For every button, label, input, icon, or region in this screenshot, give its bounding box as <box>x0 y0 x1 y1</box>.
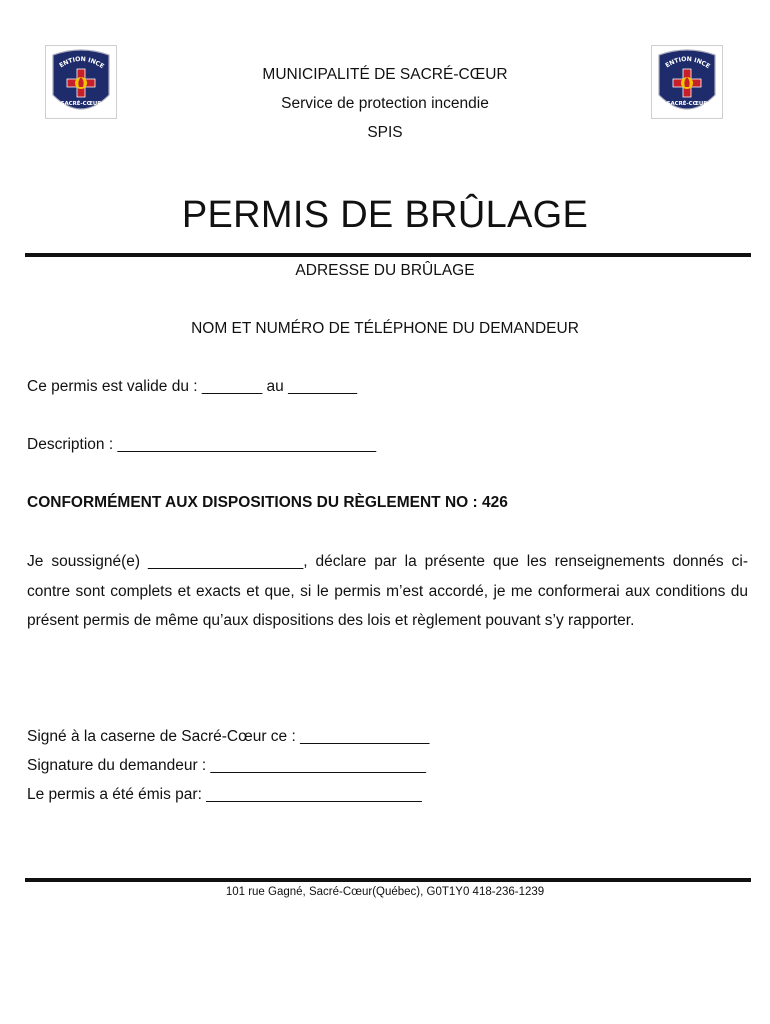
footer-address: 101 rue Gagné, Sacré-Cœur(Québec), G0T1Y0 418-236-1239 <box>225 886 545 898</box>
validity-line: Ce permis est valide du : _______ au ________ <box>27 378 358 395</box>
signed-at-line: Signé à la caserne de Sacré-Cœur ce : _______________ <box>27 728 430 745</box>
document-title: PERMIS DE BRÛLAGE <box>181 194 589 236</box>
declaration-paragraph: Je soussigné(e) __________________, déclare par la présente que les renseignements donnés ci-contre sont complets et exacts et que, si le permis m’est accordé, je me conformerai aux conditions du présent permis de même qu’aux dispositions des lois et règlement pouvant s’y rapporter. <box>27 553 748 629</box>
logo-bottom-text: SACRÉ-CŒUR <box>666 101 708 107</box>
municipality-name: MUNICIPALITÉ DE SACRÉ-CŒUR <box>262 66 508 83</box>
title-divider <box>25 253 751 257</box>
service-name: Service de protection incendie <box>281 95 489 112</box>
issued-by-line: Le permis a été émis par: _________________________ <box>27 786 422 803</box>
applicant-signature-line: Signature du demandeur : _________________________ <box>27 757 427 774</box>
burn-address-label: ADRESSE DU BRÛLAGE <box>295 262 475 279</box>
footer-divider <box>25 878 751 882</box>
description-line: Description : ______________________________ <box>27 436 377 453</box>
regulation-reference: CONFORMÉMENT AUX DISPOSITIONS DU RÈGLEMENT NO : 426 <box>27 494 508 511</box>
logo-arc-text: ENTION INCE <box>664 55 712 71</box>
logo-arc-text: ENTION INCE <box>58 55 106 71</box>
applicant-label: NOM ET NUMÉRO DE TÉLÉPHONE DU DEMANDEUR <box>191 320 579 337</box>
service-acronym: SPIS <box>367 124 403 141</box>
logo-bottom-text: SACRÉ-CŒUR <box>60 101 102 107</box>
